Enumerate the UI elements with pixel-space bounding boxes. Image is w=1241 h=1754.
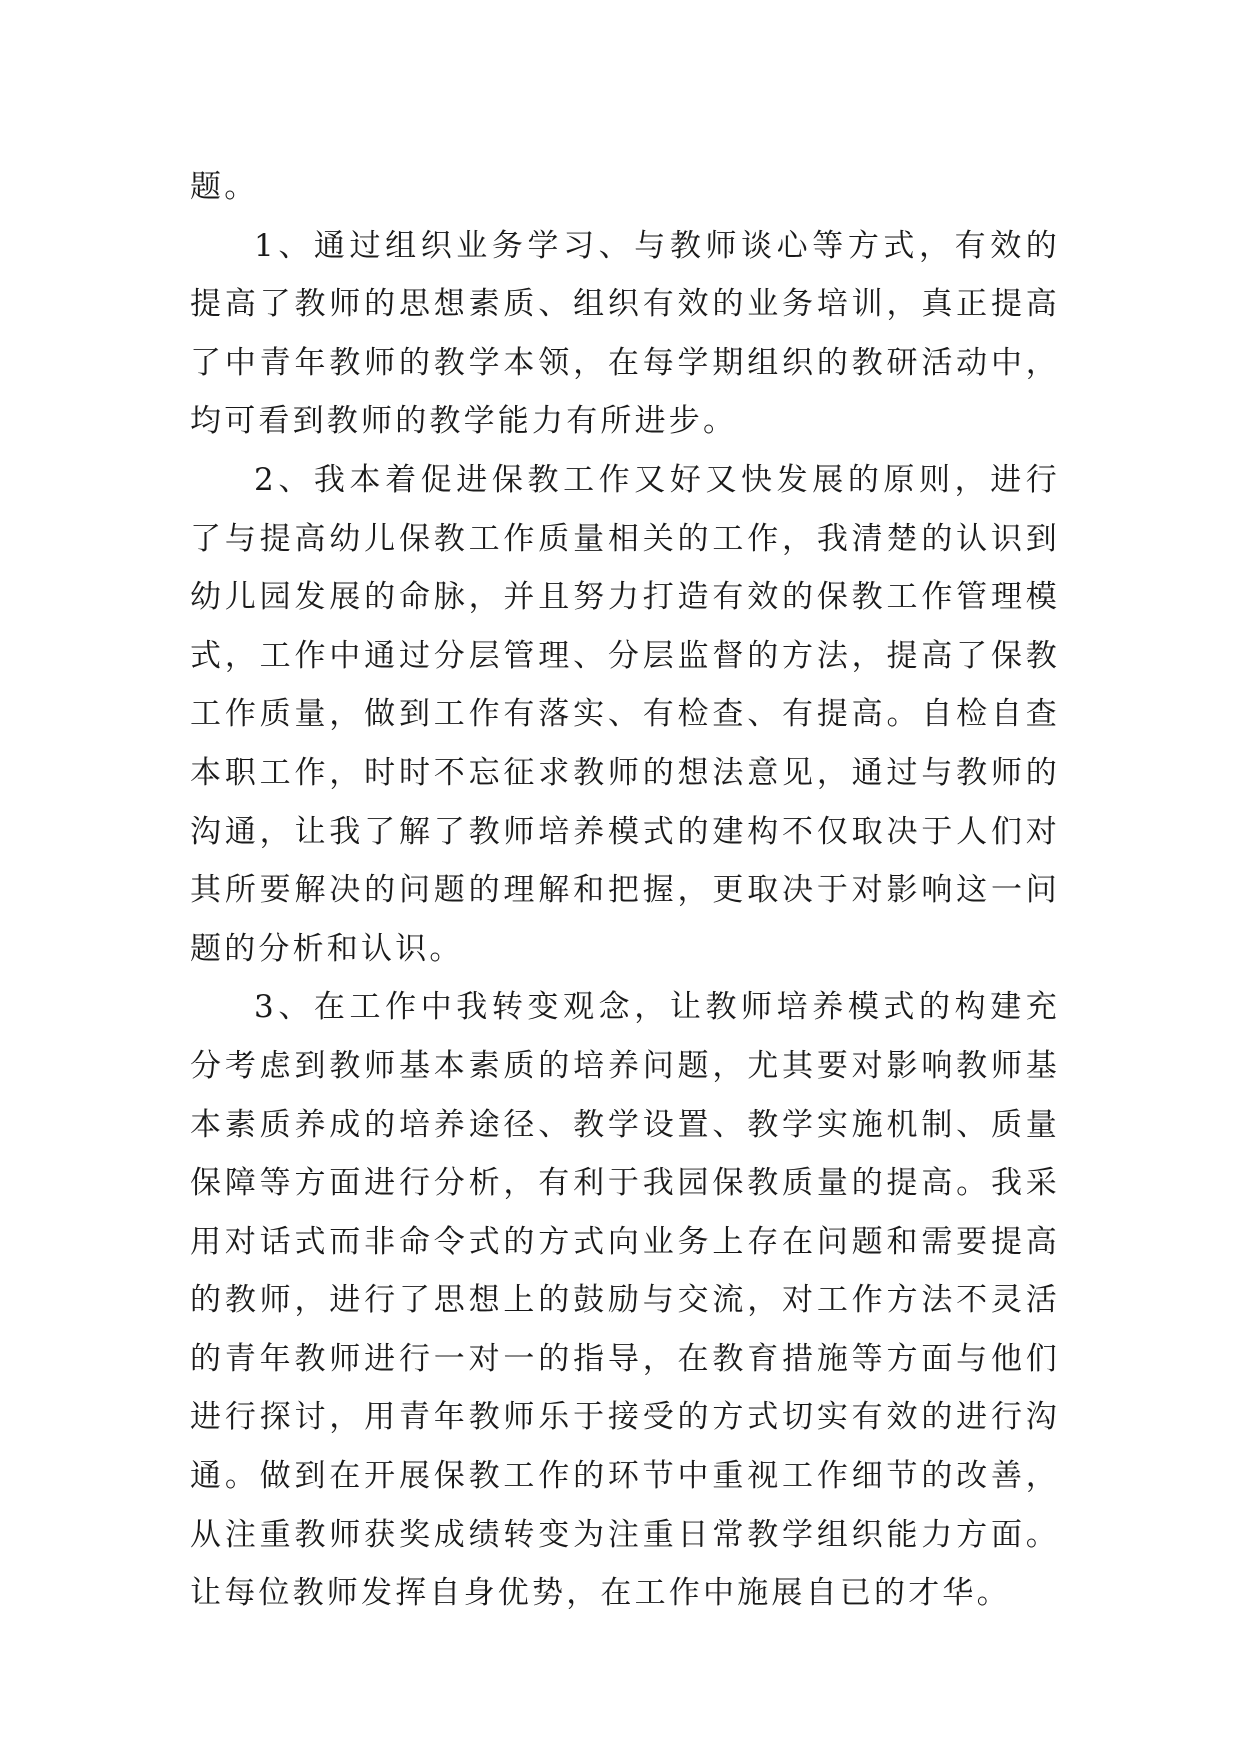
- paragraph-item-3: 3、在工作中我转变观念，让教师培养模式的构建充分考虑到教师基本素质的培养问题，尤其要对影响教师基本素质养成的培养途径、教学设置、教学实施机制、质量保障等方面进行分析，有利于我园保教质量的提高。我采用对话式而非命令式的方式向业务上存在问题和需要提高的教师，进行了思想上的鼓励与交流，对工作方法不灵活的青年教师进行一对一的指导，在教育措施等方面与他们进行探讨，用青年教师乐于接受的方式切实有效的进行沟通。做到在开展保教工作的环节中重视工作细节的改善，从注重教师获奖成绩转变为注重日常教学组织能力方面。让每位教师发挥自身优势，在工作中施展自已的才华。: [190, 989, 1060, 1612]
- paragraph-item-2: 2、我本着促进保教工作又好又快发展的原则，进行了与提高幼儿保教工作质量相关的工作，我清楚的认识到幼儿园发展的命脉，并且努力打造有效的保教工作管理模式，工作中通过分层管理、分层监督的方法，提高了保教工作质量，做到工作有落实、有检查、有提高。自检自查本职工作，时时不忘征求教师的想法意见，通过与教师的沟通，让我了解了教师培养模式的建构不仅取决于人们对其所要解决的问题的理解和把握，更取决于对影响这一问题的分析和认识。: [190, 461, 1060, 967]
- document-body: [190, 158, 1060, 1623]
- paragraph-item-1: 1、通过组织业务学习、与教师谈心等方式，有效的提高了教师的思想素质、组织有效的业务培训，真正提高了中青年教师的教学本领，在每学期组织的教研活动中，均可看到教师的教学能力有所进步。: [190, 227, 1060, 440]
- paragraph-continuation: 题。: [190, 169, 259, 205]
